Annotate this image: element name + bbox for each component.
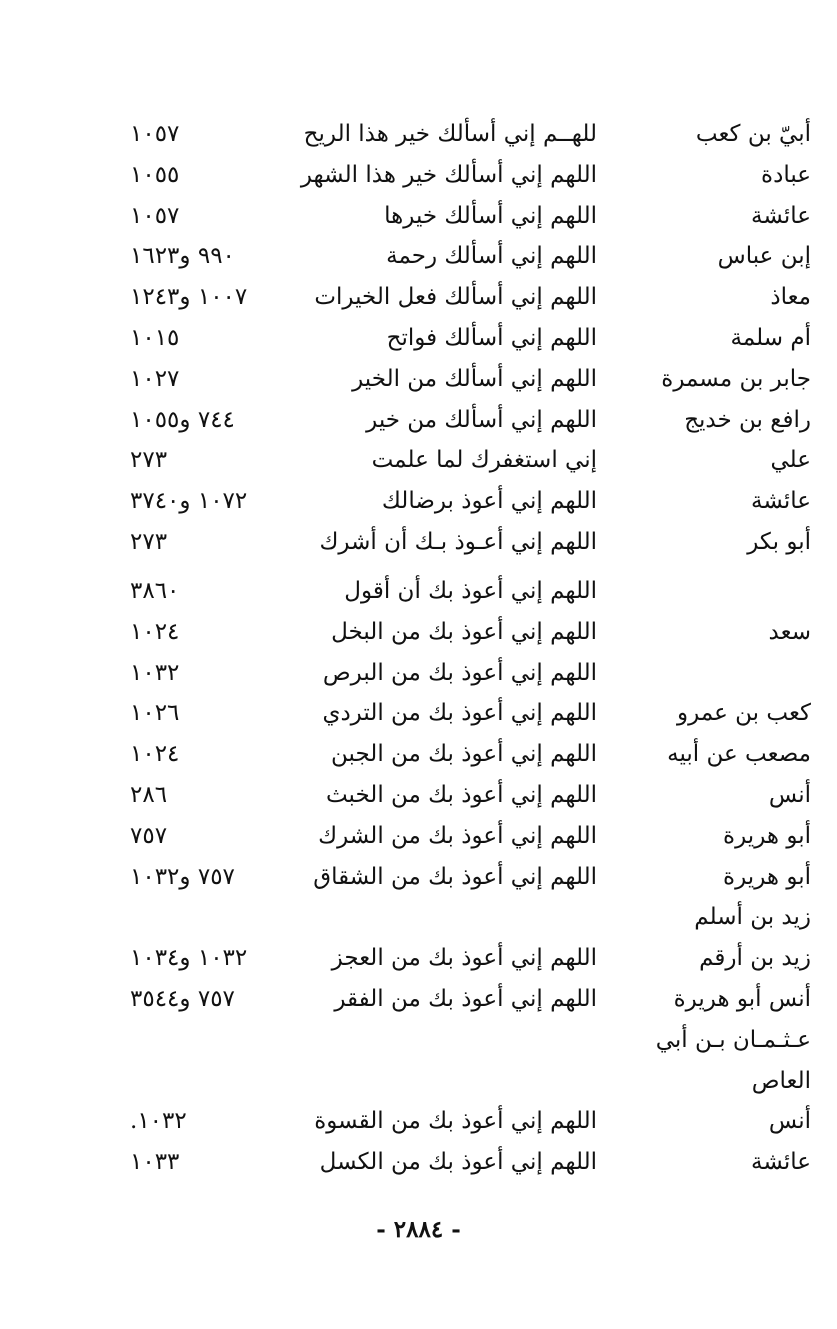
hadith-opening: اللهم إني أعوذ بك من القسوة (314, 1108, 597, 1135)
hadith-opening: اللهم إني أسألك خير هذا الشهر (300, 161, 597, 188)
narrator-name: سعد (768, 618, 811, 645)
narrator-name: عائشة (751, 1149, 811, 1176)
index-row (0, 1020, 837, 1061)
reference-number: ٧٥٧ (130, 822, 168, 849)
hadith-opening: اللهم إني أعوذ بك من الكسل (319, 1149, 597, 1176)
index-row (0, 359, 837, 400)
index-row (0, 114, 837, 155)
reference-number: ١٠٥٧ (130, 121, 180, 147)
reference-number: ١٠٥٥ (130, 161, 180, 188)
index-row (0, 400, 837, 441)
hadith-opening: اللهم إني أعوذ بك من الجبن (331, 741, 597, 768)
reference-number: ٢٧٣ (130, 447, 168, 474)
reference-number: ٧٤٤ و١٠٥٥ (130, 406, 235, 433)
narrator-name: أنس (768, 1108, 811, 1135)
hadith-opening: اللهم إني أسألك خيرها (384, 202, 597, 229)
hadith-opening: اللهم إني أعوذ بك من البخل (331, 618, 597, 645)
reference-number: ١٠٠٧ و١٢٤٣ (130, 284, 248, 311)
reference-number: ١٠٢٧ (130, 365, 180, 392)
narrator-name: زيد بن أرقم (699, 945, 811, 972)
page-number: - ٢٨٨٤ - (376, 1216, 461, 1243)
hadith-opening: اللهم إني أعوذ بك أن أقول (344, 577, 597, 604)
index-row (0, 155, 837, 196)
hadith-opening: اللهم إني أسألك فواتح (386, 324, 597, 351)
reference-number: ١٠٣٢. (130, 1108, 187, 1135)
narrator-name: أنس أبو هريرة (673, 985, 811, 1012)
reference-number: ١٠٧٢ و٣٧٤٠ (130, 488, 248, 515)
narrator-name: عـثـمـان بـن أبي (655, 1026, 811, 1053)
hadith-opening: اللهم إني أعوذ بك من الشقاق (313, 863, 597, 890)
reference-number: ٩٩٠ و١٦٢٣ (130, 243, 235, 270)
index-row (0, 481, 837, 522)
hadith-opening: اللهم إني أعـوذ بـك أن أشرك (319, 528, 597, 555)
reference-number: ٢٨٦ (130, 781, 168, 808)
hadith-index-list (0, 114, 837, 1183)
narrator-name: أبو هريرة (723, 863, 811, 890)
reference-number: ١٠٣٣ (130, 1149, 180, 1176)
narrator-name: علي (770, 447, 811, 474)
narrator-name: رافع بن خديج (684, 406, 811, 433)
index-row (0, 816, 837, 857)
reference-number: ٧٥٧ و١٠٣٢ (130, 863, 235, 890)
narrator-name: زيد بن أسلم (694, 904, 811, 931)
hadith-opening: اللهم إني أعوذ بك من العجز (331, 945, 597, 972)
index-row (0, 318, 837, 359)
hadith-opening: إني استغفرك لما علمت (371, 447, 597, 474)
index-row (0, 522, 837, 571)
hadith-opening: اللهم إني أعوذ بك من الشرك (318, 822, 597, 849)
index-row (0, 236, 837, 277)
reference-number: ١٠١٥ (130, 324, 180, 351)
narrator-name: العاص (751, 1067, 811, 1094)
narrator-name: عبادة (761, 161, 811, 188)
index-row (0, 775, 837, 816)
narrator-name: كعب بن عمرو (677, 700, 811, 727)
narrator-name: أنس (768, 781, 811, 808)
hadith-opening: اللهم إني أعوذ بك من البرص (322, 659, 597, 686)
narrator-name: أبو بكر (747, 528, 811, 555)
reference-number: ١٠٥٧ (130, 202, 180, 229)
reference-number: ١٠٢٤ (130, 741, 180, 768)
index-row (0, 734, 837, 775)
narrator-name: أبيّ بن كعب (695, 121, 811, 147)
narrator-name: معاذ (770, 284, 811, 311)
hadith-opening: اللهم إني أعوذ بك من الفقر (334, 985, 597, 1012)
index-row (0, 440, 837, 481)
index-row (0, 612, 837, 653)
index-row (0, 693, 837, 734)
index-row (0, 938, 837, 979)
index-row (0, 653, 837, 694)
reference-number: ١٠٣٢ (130, 659, 180, 686)
index-row (0, 1142, 837, 1183)
reference-number: ٣٨٦٠ (130, 577, 180, 604)
hadith-opening: اللهم إني أسألك فعل الخيرات (314, 284, 597, 311)
index-row (0, 1101, 837, 1142)
index-row (0, 1061, 837, 1102)
index-row (0, 196, 837, 237)
narrator-name: عائشة (751, 202, 811, 229)
index-row (0, 857, 837, 898)
index-row (0, 571, 837, 612)
reference-number: ٧٥٧ و٣٥٤٤ (130, 985, 235, 1012)
hadith-opening: اللهم إني أسألك رحمة (386, 243, 597, 270)
reference-number: ١٠٢٤ (130, 618, 180, 645)
hadith-opening: اللهم إني أسألك من خير (366, 406, 597, 433)
reference-number: ١٠٢٦ (130, 700, 180, 727)
narrator-name: عائشة (751, 488, 811, 515)
narrator-name: جابر بن مسمرة (661, 365, 811, 392)
index-row (0, 897, 837, 938)
narrator-name: إبن عباس (717, 243, 811, 270)
hadith-opening: اللهم إني أعوذ بك من التردي (322, 700, 597, 727)
index-row (0, 979, 837, 1020)
index-row (0, 277, 837, 318)
narrator-name: أم سلمة (730, 324, 811, 351)
reference-number: ١٠٣٢ و١٠٣٤ (130, 945, 248, 972)
hadith-opening: للهــم إني أسألك خير هذا الريح (303, 121, 597, 147)
hadith-opening: اللهم إني أعوذ بك من الخبث (325, 781, 597, 808)
hadith-opening: اللهم إني أعوذ برضالك (381, 488, 597, 515)
narrator-name: مصعب عن أبيه (667, 741, 811, 768)
hadith-opening: اللهم إني أسألك من الخير (352, 365, 597, 392)
reference-number: ٢٧٣ (130, 528, 168, 555)
narrator-name: أبو هريرة (723, 822, 811, 849)
